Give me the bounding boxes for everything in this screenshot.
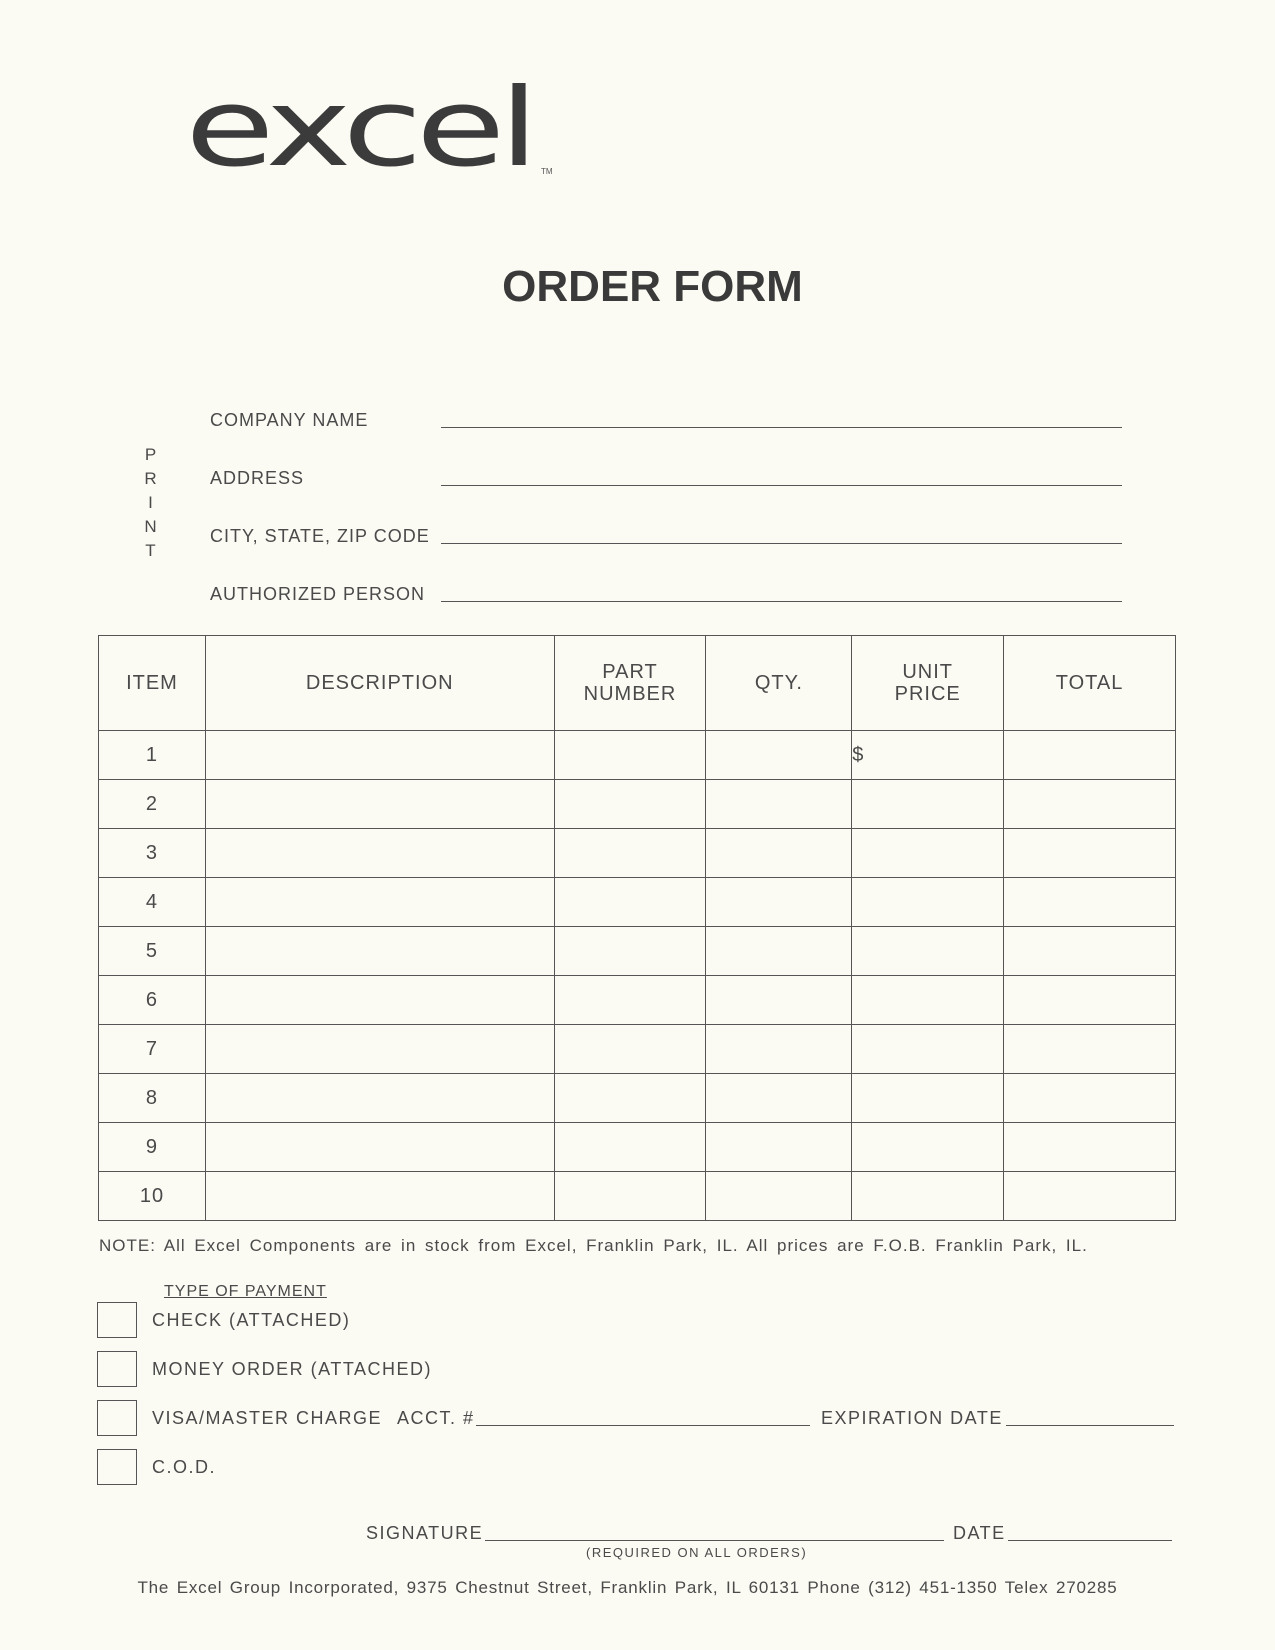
unit-price-cell[interactable]	[852, 780, 1004, 829]
date-label: DATE	[953, 1523, 1006, 1543]
qty-cell[interactable]	[706, 1074, 852, 1123]
page-title: ORDER FORM	[502, 262, 803, 311]
description-cell[interactable]	[205, 731, 554, 780]
payment-heading: TYPE OF PAYMENT	[164, 1283, 327, 1300]
table-row	[99, 1172, 1176, 1221]
unit-price-cell[interactable]	[852, 829, 1004, 878]
visa-checkbox[interactable]	[97, 1400, 137, 1436]
table-row	[99, 878, 1176, 927]
part-number-cell[interactable]	[554, 780, 706, 829]
description-cell[interactable]	[205, 976, 554, 1025]
table-row	[99, 780, 1176, 829]
city-state-zip-field[interactable]	[441, 543, 1122, 544]
company-name-label: COMPANY NAME	[210, 410, 369, 430]
qty-cell[interactable]	[706, 1025, 852, 1074]
print-letter: P	[144, 445, 158, 464]
total-cell[interactable]	[1004, 878, 1176, 927]
total-cell[interactable]	[1004, 829, 1176, 878]
table-header-row	[99, 636, 1176, 731]
item-number: 5	[99, 927, 206, 976]
cod-checkbox[interactable]	[97, 1449, 137, 1485]
qty-cell[interactable]	[706, 976, 852, 1025]
qty-cell[interactable]	[706, 927, 852, 976]
company-footer: The Excel Group Incorporated, 9375 Chestnut Street, Franklin Park, IL 60131 Phone (312) 451-1350 Telex 270285	[137, 1578, 1118, 1597]
qty-cell[interactable]	[706, 731, 852, 780]
print-letter: R	[144, 469, 158, 488]
cod-label: C.O.D.	[152, 1457, 217, 1477]
description-cell[interactable]	[205, 1172, 554, 1221]
qty-cell[interactable]	[706, 878, 852, 927]
part-number-cell[interactable]	[554, 1123, 706, 1172]
total-column-header: TOTAL	[1004, 636, 1176, 731]
part-number-cell[interactable]	[554, 731, 706, 780]
qty-cell[interactable]	[706, 1172, 852, 1221]
table-row	[99, 731, 1176, 780]
city-state-zip-label: CITY, STATE, ZIP CODE	[210, 526, 430, 546]
description-cell[interactable]	[205, 878, 554, 927]
expiration-date-field[interactable]	[1006, 1425, 1174, 1426]
qty-cell[interactable]	[706, 1123, 852, 1172]
unit-price-cell[interactable]	[852, 1025, 1004, 1074]
signature-field[interactable]	[485, 1540, 944, 1541]
unit-price-line-1: UNIT	[902, 661, 954, 683]
unit-price-cell[interactable]	[852, 1123, 1004, 1172]
description-cell[interactable]	[205, 1123, 554, 1172]
dollar-sign: $	[852, 743, 865, 766]
description-cell[interactable]	[205, 1074, 554, 1123]
total-cell[interactable]	[1004, 731, 1176, 780]
total-cell[interactable]	[1004, 1025, 1176, 1074]
part-number-cell[interactable]	[554, 1172, 706, 1221]
date-field[interactable]	[1008, 1540, 1172, 1541]
unit-price-cell[interactable]	[852, 878, 1004, 927]
trademark-mark: TM	[541, 167, 553, 176]
signature-required-note: (REQUIRED ON ALL ORDERS)	[586, 1545, 808, 1560]
table-row	[99, 976, 1176, 1025]
part-number-line-2: NUMBER	[583, 683, 677, 705]
item-number: 3	[99, 829, 206, 878]
company-name-field[interactable]	[441, 427, 1122, 428]
description-column-header: DESCRIPTION	[205, 636, 554, 731]
total-cell[interactable]	[1004, 927, 1176, 976]
logo-wordmark: excel	[185, 66, 533, 191]
part-number-cell[interactable]	[554, 878, 706, 927]
item-number: 4	[99, 878, 206, 927]
table-row	[99, 1074, 1176, 1123]
qty-cell[interactable]	[706, 829, 852, 878]
acct-label: ACCT. #	[397, 1408, 475, 1428]
part-number-cell[interactable]	[554, 927, 706, 976]
money-order-label: MONEY ORDER (ATTACHED)	[152, 1359, 433, 1379]
expiration-label: EXPIRATION DATE	[821, 1408, 1003, 1428]
table-row	[99, 829, 1176, 878]
part-number-cell[interactable]	[554, 976, 706, 1025]
item-number: 9	[99, 1123, 206, 1172]
qty-column-header: QTY.	[706, 636, 852, 731]
description-cell[interactable]	[205, 829, 554, 878]
check-checkbox[interactable]	[97, 1302, 137, 1338]
authorized-person-field[interactable]	[441, 601, 1122, 602]
address-field[interactable]	[441, 485, 1122, 486]
signature-label: SIGNATURE	[366, 1523, 484, 1543]
description-cell[interactable]	[205, 780, 554, 829]
part-number-cell[interactable]	[554, 1025, 706, 1074]
unit-price-cell[interactable]	[852, 927, 1004, 976]
total-cell[interactable]	[1004, 1074, 1176, 1123]
order-table	[98, 635, 1176, 1221]
total-cell[interactable]	[1004, 780, 1176, 829]
address-label: ADDRESS	[210, 468, 305, 488]
item-number: 6	[99, 976, 206, 1025]
description-cell[interactable]	[205, 927, 554, 976]
table-row	[99, 927, 1176, 976]
unit-price-cell[interactable]	[852, 1074, 1004, 1123]
part-number-cell[interactable]	[554, 829, 706, 878]
excel-logo	[185, 66, 585, 195]
stock-note: NOTE: All Excel Components are in stock from Excel, Franklin Park, IL. All prices are F.O.B. Franklin Park, IL.	[99, 1236, 1088, 1255]
total-cell[interactable]	[1004, 976, 1176, 1025]
money-order-checkbox[interactable]	[97, 1351, 137, 1387]
check-label: CHECK (ATTACHED)	[152, 1310, 351, 1330]
unit-price-column-header	[852, 636, 1004, 731]
print-instruction	[141, 443, 161, 563]
authorized-person-label: AUTHORIZED PERSON	[210, 584, 426, 604]
part-number-column-header	[554, 636, 706, 731]
item-number: 8	[99, 1074, 206, 1123]
total-cell[interactable]	[1004, 1123, 1176, 1172]
qty-cell[interactable]	[706, 780, 852, 829]
visa-label: VISA/MASTER CHARGE	[152, 1408, 383, 1428]
item-number: 1	[99, 731, 206, 780]
unit-price-cell[interactable]	[852, 1172, 1004, 1221]
item-number: 10	[99, 1172, 206, 1221]
table-row	[99, 1025, 1176, 1074]
unit-price-cell[interactable]	[852, 731, 1004, 780]
unit-price-line-2: PRICE	[894, 683, 961, 705]
part-number-cell[interactable]	[554, 1074, 706, 1123]
print-letter: I	[148, 493, 154, 512]
item-number: 2	[99, 780, 206, 829]
print-letter: T	[145, 541, 157, 560]
unit-price-cell[interactable]	[852, 976, 1004, 1025]
item-column-header: ITEM	[99, 636, 206, 731]
table-row	[99, 1123, 1176, 1172]
item-number: 7	[99, 1025, 206, 1074]
description-cell[interactable]	[205, 1025, 554, 1074]
total-cell[interactable]	[1004, 1172, 1176, 1221]
acct-number-field[interactable]	[476, 1425, 810, 1426]
part-number-line-1: PART	[602, 661, 658, 683]
print-letter: N	[144, 517, 158, 536]
